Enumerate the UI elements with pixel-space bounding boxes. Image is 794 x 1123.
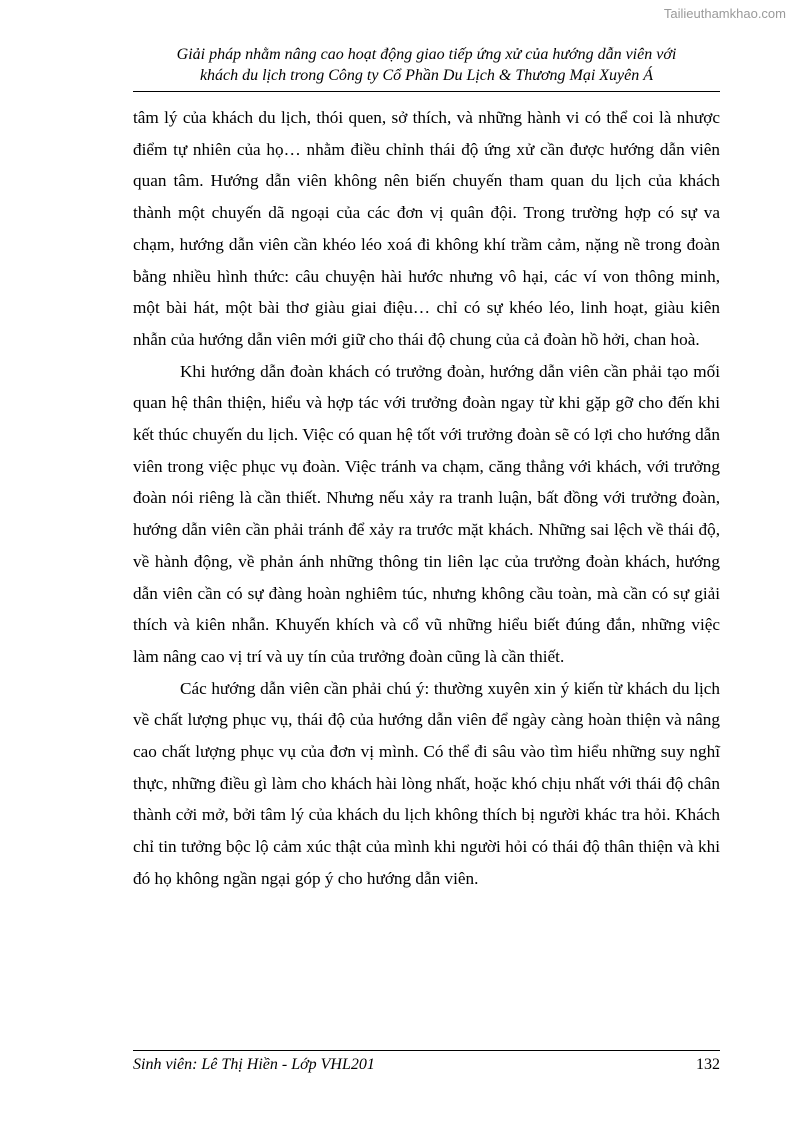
- header-line-2: khách du lịch trong Công ty Cổ Phần Du Lịch & Thương Mại Xuyên Á: [199, 67, 654, 84]
- page-number: 132: [696, 1056, 720, 1073]
- footer-divider: [133, 1050, 720, 1051]
- header-line-1: Giải pháp nhằm nâng cao hoạt động giao tiếp ứng xử của hướng dẫn viên với: [176, 46, 677, 63]
- watermark: Tailieuthamkhao.com: [663, 6, 786, 21]
- running-header: [133, 44, 720, 86]
- footer-student: Sinh viên: Lê Thị Hiền - Lớp VHL201: [133, 1056, 375, 1073]
- paragraph-3: Các hướng dẫn viên cần phải chú ý: thường xuyên xin ý kiến từ khách du lịch về chất lượng phục vụ, thái độ của hướng dẫn viên để ngày càng hoàn thiện và nâng cao chất lượng phục vụ của đơn vị mình. Có thể đi sâu vào tìm hiểu những suy nghĩ thực, những điều gì làm cho khách hài lòng nhất, hoặc khó chịu nhất với thái độ chân thành cởi mở, bởi tâm lý của khách du lịch không thích bị người khác tra hỏi. Khách chỉ tin tưởng bộc lộ cảm xúc thật của mình khi người hỏi có thái độ thân thiện và khi đó họ không ngần ngại góp ý cho hướng dẫn viên.: [133, 678, 720, 888]
- body-text: [133, 102, 720, 895]
- paragraph-2: Khi hướng dẫn đoàn khách có trưởng đoàn, hướng dẫn viên cần phải tạo mối quan hệ thân thiện, hiểu và hợp tác với trưởng đoàn ngay từ khi gặp gỡ cho đến khi kết thúc chuyến du lịch. Việc có quan hệ tốt với trưởng đoàn sẽ có lợi cho hướng dẫn viên trong việc phục vụ đoàn. Việc tránh va chạm, căng thẳng với khách, với trưởng đoàn nói riêng là cần thiết. Nhưng nếu xảy ra tranh luận, bất đồng với trưởng đoàn, hướng dẫn viên cần phải tránh để xảy ra trước mặt khách. Những sai lệch về thái độ, về hành động, về phản ánh những thông tin liên lạc của trưởng đoàn khách, hướng dẫn viên cần có sự đàng hoàn nghiêm túc, nhưng không cầu toàn, mà cần có sự giải thích và kiên nhẫn. Khuyến khích và cổ vũ những hiểu biết đúng đắn, những việc làm nâng cao vị trí và uy tín của trưởng đoàn cũng là cần thiết.: [133, 361, 720, 666]
- header-divider: [133, 91, 720, 92]
- paragraph-1: tâm lý của khách du lịch, thói quen, sở thích, và những hành vi có thể coi là nhược điểm tự nhiên của họ… nhằm điều chỉnh thái độ ứng xử cần được hướng dẫn viên quan tâm. Hướng dẫn viên không nên biến chuyến tham quan du lịch của khách thành một chuyến dã ngoại của các đơn vị quân đội. Trong trường hợp có sự va chạm, hướng dẫn viên cần khéo léo xoá đi không khí trầm cảm, nặng nề trong đoàn bằng nhiều hình thức: câu chuyện hài hước nhưng vô hại, các ví von thông minh, một bài hát, một bài thơ giàu giai điệu… chỉ có sự khéo léo, linh hoạt, giàu kiên nhẫn của hướng dẫn viên mới giữ cho thái độ chung của cả đoàn hồ hởi, chan hoà.: [133, 108, 720, 349]
